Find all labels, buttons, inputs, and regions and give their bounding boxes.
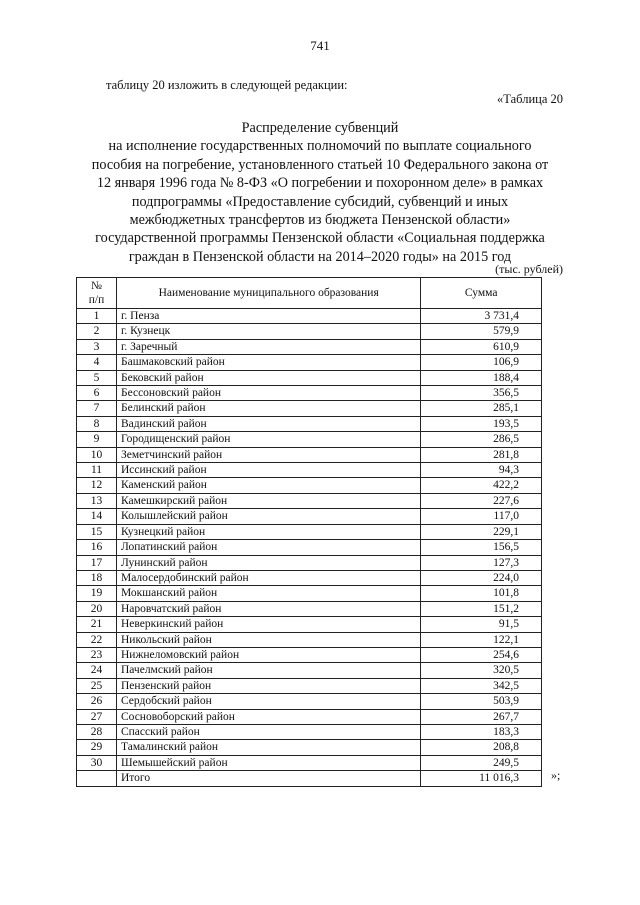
cell-number xyxy=(77,771,117,786)
cell-name: Бессоновский район xyxy=(116,386,420,401)
table-row xyxy=(77,601,542,616)
cell-sum: 101,8 xyxy=(421,586,542,601)
cell-name: Шемышейский район xyxy=(116,755,420,770)
cell-sum: 127,3 xyxy=(421,555,542,570)
cell-sum: 227,6 xyxy=(421,493,542,508)
cell-name: Сердобский район xyxy=(116,694,420,709)
cell-name: Спасский район xyxy=(116,724,420,739)
cell-number: 28 xyxy=(77,724,117,739)
cell-sum: 188,4 xyxy=(421,370,542,385)
cell-name: Неверкинский район xyxy=(116,617,420,632)
table-row xyxy=(77,586,542,601)
title-line: граждан в Пензенской области на 2014–2020 годы» на 2015 год xyxy=(128,248,512,265)
cell-sum: 285,1 xyxy=(421,401,542,416)
cell-name: г. Пенза xyxy=(116,309,420,324)
cell-name: Пачелмский район xyxy=(116,663,420,678)
cell-name: Мокшанский район xyxy=(116,586,420,601)
title-line: Распределение субвенций xyxy=(241,120,399,136)
cell-sum: 106,9 xyxy=(421,355,542,370)
table-row xyxy=(77,755,542,770)
title-line: на исполнение государственных полномочий по выплате социального xyxy=(108,138,532,155)
cell-sum: 610,9 xyxy=(421,339,542,354)
subsidy-table xyxy=(76,277,542,787)
cell-name: г. Заречный xyxy=(116,339,420,354)
cell-name: Лунинский район xyxy=(116,555,420,570)
cell-number: 9 xyxy=(77,432,117,447)
table-row xyxy=(77,355,542,370)
cell-name: Земетчинский район xyxy=(116,447,420,462)
cell-number: 14 xyxy=(77,509,117,524)
cell-name: Сосновоборский район xyxy=(116,709,420,724)
table-row xyxy=(77,309,542,324)
cell-sum: 320,5 xyxy=(421,663,542,678)
title-line: 12 января 1996 года № 8-ФЗ «О погребении и похоронном деле» в рамках xyxy=(96,175,544,192)
cell-number: 22 xyxy=(77,632,117,647)
document-title xyxy=(60,119,580,266)
cell-number: 7 xyxy=(77,401,117,416)
table-row xyxy=(77,509,542,524)
cell-number: 12 xyxy=(77,478,117,493)
table-row xyxy=(77,401,542,416)
table-row xyxy=(77,324,542,339)
cell-name: Итого xyxy=(116,771,420,786)
cell-number: 24 xyxy=(77,663,117,678)
cell-sum: 342,5 xyxy=(421,678,542,693)
cell-name: Малосердобинский район xyxy=(116,570,420,585)
cell-name: Нижнеломовский район xyxy=(116,647,420,662)
cell-name: Никольский район xyxy=(116,632,420,647)
cell-number: 27 xyxy=(77,709,117,724)
table-row xyxy=(77,724,542,739)
table-row xyxy=(77,524,542,539)
cell-number: 30 xyxy=(77,755,117,770)
cell-sum: 249,5 xyxy=(421,755,542,770)
table-row xyxy=(77,540,542,555)
cell-name: Каменский район xyxy=(116,478,420,493)
table-row xyxy=(77,416,542,431)
cell-number: 29 xyxy=(77,740,117,755)
cell-sum: 151,2 xyxy=(421,601,542,616)
header-number-line1: № xyxy=(91,280,102,292)
table-row xyxy=(77,493,542,508)
table-row xyxy=(77,339,542,354)
table-row xyxy=(77,370,542,385)
cell-number: 8 xyxy=(77,416,117,431)
cell-name: Пензенский район xyxy=(116,678,420,693)
cell-number: 26 xyxy=(77,694,117,709)
header-number-line2: п/п xyxy=(88,294,105,306)
table-row xyxy=(77,432,542,447)
table-row xyxy=(77,570,542,585)
cell-sum: 267,7 xyxy=(421,709,542,724)
cell-number: 21 xyxy=(77,617,117,632)
table-total-row xyxy=(77,771,542,786)
table-row xyxy=(77,478,542,493)
cell-sum: 208,8 xyxy=(421,740,542,755)
table-row xyxy=(77,632,542,647)
cell-name: Иссинский район xyxy=(116,463,420,478)
cell-name: Камешкирский район xyxy=(116,493,420,508)
cell-number: 2 xyxy=(77,324,117,339)
cell-sum: 183,3 xyxy=(421,724,542,739)
intro-text: таблицу 20 изложить в следующей редакции: xyxy=(106,78,348,92)
table-row xyxy=(77,617,542,632)
cell-name: Белинский район xyxy=(116,401,420,416)
cell-sum: 224,0 xyxy=(421,570,542,585)
cell-sum: 286,5 xyxy=(421,432,542,447)
table-header-row xyxy=(77,278,542,309)
cell-number: 6 xyxy=(77,386,117,401)
cell-name: Тамалинский район xyxy=(116,740,420,755)
cell-number: 23 xyxy=(77,647,117,662)
cell-sum: 94,3 xyxy=(421,463,542,478)
header-sum: Сумма xyxy=(421,278,542,309)
cell-name: Вадинский район xyxy=(116,416,420,431)
cell-sum: 117,0 xyxy=(421,509,542,524)
cell-number: 25 xyxy=(77,678,117,693)
table-reference: «Таблица 20 xyxy=(497,92,563,106)
cell-sum: 11 016,3 xyxy=(421,771,542,786)
cell-number: 3 xyxy=(77,339,117,354)
cell-sum: 579,9 xyxy=(421,324,542,339)
cell-sum: 91,5 xyxy=(421,617,542,632)
cell-sum: 193,5 xyxy=(421,416,542,431)
cell-name: Наровчатский район xyxy=(116,601,420,616)
cell-number: 5 xyxy=(77,370,117,385)
cell-sum: 254,6 xyxy=(421,647,542,662)
table-body xyxy=(77,309,542,787)
title-line: государственной программы Пензенской области «Социальная поддержка xyxy=(95,230,545,247)
cell-number: 16 xyxy=(77,540,117,555)
table-row xyxy=(77,647,542,662)
header-name: Наименование муниципального образования xyxy=(116,278,420,309)
cell-number: 10 xyxy=(77,447,117,462)
cell-sum: 3 731,4 xyxy=(421,309,542,324)
cell-number: 1 xyxy=(77,309,117,324)
table-row xyxy=(77,663,542,678)
cell-sum: 156,5 xyxy=(421,540,542,555)
header-number xyxy=(77,278,117,309)
cell-number: 19 xyxy=(77,586,117,601)
cell-sum: 356,5 xyxy=(421,386,542,401)
cell-number: 13 xyxy=(77,493,117,508)
cell-sum: 122,1 xyxy=(421,632,542,647)
table-row xyxy=(77,447,542,462)
cell-sum: 503,9 xyxy=(421,694,542,709)
table-row xyxy=(77,740,542,755)
cell-name: Бековский район xyxy=(116,370,420,385)
table-row xyxy=(77,555,542,570)
table-row xyxy=(77,709,542,724)
table-row xyxy=(77,678,542,693)
title-line: пособия на погребение, установленного статьей 10 Федерального закона от xyxy=(91,156,549,173)
title-line: межбюджетных трансфертов из бюджета Пензенской области» xyxy=(129,212,511,229)
cell-sum: 422,2 xyxy=(421,478,542,493)
table-row xyxy=(77,694,542,709)
closing-mark: »; xyxy=(551,768,561,782)
table-row xyxy=(77,463,542,478)
cell-name: г. Кузнецк xyxy=(116,324,420,339)
cell-number: 17 xyxy=(77,555,117,570)
cell-number: 20 xyxy=(77,601,117,616)
cell-number: 18 xyxy=(77,570,117,585)
title-line: подпрограммы «Предоставление субсидий, субвенций и иных xyxy=(131,193,509,210)
cell-number: 4 xyxy=(77,355,117,370)
cell-name: Лопатинский район xyxy=(116,540,420,555)
cell-name: Кузнецкий район xyxy=(116,524,420,539)
cell-sum: 281,8 xyxy=(421,447,542,462)
cell-name: Городищенский район xyxy=(116,432,420,447)
cell-name: Башмаковский район xyxy=(116,355,420,370)
cell-number: 15 xyxy=(77,524,117,539)
table-row xyxy=(77,386,542,401)
units-label: (тыс. рублей) xyxy=(495,262,563,276)
cell-sum: 229,1 xyxy=(421,524,542,539)
cell-name: Колышлейский район xyxy=(116,509,420,524)
cell-number: 11 xyxy=(77,463,117,478)
page-number: 741 xyxy=(310,38,330,53)
